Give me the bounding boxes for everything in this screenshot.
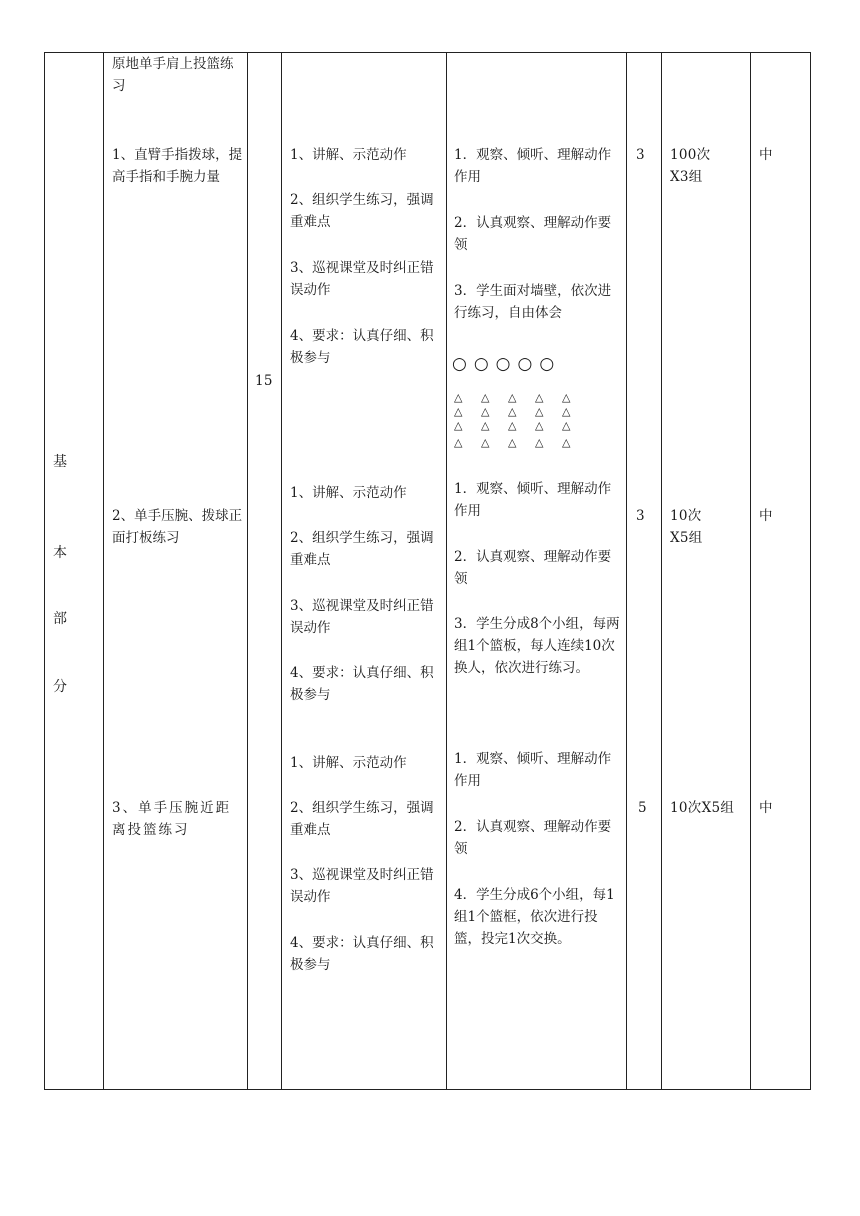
triangle-icon: △	[508, 405, 517, 418]
teacher-step: 4、要求：认真仔细、积极参与	[290, 665, 434, 703]
teacher-step: 1、讲解、示范动作	[290, 485, 407, 501]
teacher-step: 2、组织学生练习，强调重难点	[290, 530, 434, 568]
teacher-step: 4、要求：认真仔细、积极参与	[290, 935, 434, 973]
item-title: 3、单手压腕近距离投篮练习	[112, 800, 232, 838]
table-bottom-border	[44, 1089, 811, 1090]
triangle-icon: △	[562, 405, 571, 418]
col-border	[810, 52, 811, 1090]
col-border	[661, 52, 662, 1090]
sets-value: 3	[636, 508, 645, 524]
triangle-icon: △	[562, 419, 571, 432]
formation-triangles-row	[454, 436, 589, 450]
section-label-char: 分	[53, 679, 67, 695]
student-step: 3．学生面对墙壁，依次进行练习，自由体会	[454, 283, 612, 321]
triangle-icon: △	[481, 419, 490, 432]
sets-value: 3	[636, 147, 645, 163]
student-step: 1．观察、倾听、理解动作作用	[454, 481, 612, 519]
formation-triangles-row	[454, 419, 589, 433]
formation-circles: ○○○○○	[452, 354, 562, 374]
student-step: 1．观察、倾听、理解动作作用	[454, 147, 612, 185]
count-value: 10次	[670, 508, 702, 524]
triangle-icon: △	[535, 419, 544, 432]
triangle-icon: △	[481, 405, 490, 418]
triangle-icon: △	[535, 436, 544, 449]
teacher-step: 4、要求：认真仔细、积极参与	[290, 328, 434, 366]
triangle-icon: △	[454, 405, 463, 418]
triangle-icon: △	[508, 419, 517, 432]
triangle-icon: △	[562, 391, 571, 404]
triangle-icon: △	[481, 436, 490, 449]
student-step: 2．认真观察、理解动作要领	[454, 819, 612, 857]
teacher-step: 1、讲解、示范动作	[290, 147, 407, 163]
formation-triangles-row	[454, 405, 589, 419]
student-step: 2．认真观察、理解动作要领	[454, 215, 612, 253]
count-value: 10次X5组	[670, 800, 735, 816]
item-title: 1、直臂手指拨球，提高手指和手腕力量	[112, 147, 243, 185]
sets-value: 5	[638, 800, 647, 816]
col-border	[247, 52, 248, 1090]
teacher-step: 3、巡视课堂及时纠正错误动作	[290, 867, 434, 905]
section-label-char: 部	[53, 611, 67, 627]
col-border	[281, 52, 282, 1090]
col-border	[750, 52, 751, 1090]
item-title: 2、单手压腕、拨球正面打板练习	[112, 508, 243, 546]
col-border	[103, 52, 104, 1090]
teacher-step: 2、组织学生练习，强调重难点	[290, 800, 434, 838]
col-border	[626, 52, 627, 1090]
count-value: X5组	[670, 530, 703, 546]
section-label-char: 基	[53, 454, 67, 470]
count-value: X3组	[670, 169, 703, 185]
triangle-icon: △	[454, 419, 463, 432]
teacher-step: 3、巡视课堂及时纠正错误动作	[290, 260, 434, 298]
triangle-icon: △	[508, 391, 517, 404]
teacher-step: 1、讲解、示范动作	[290, 755, 407, 771]
intensity-value: 中	[759, 800, 773, 816]
triangle-icon: △	[535, 391, 544, 404]
count-value: 100次	[670, 147, 711, 163]
teacher-step: 3、巡视课堂及时纠正错误动作	[290, 598, 434, 636]
triangle-icon: △	[535, 405, 544, 418]
col-border	[446, 52, 447, 1090]
triangle-icon: △	[481, 391, 490, 404]
intensity-value: 中	[759, 147, 773, 163]
triangle-icon: △	[508, 436, 517, 449]
triangle-icon: △	[454, 436, 463, 449]
teacher-step: 2、组织学生练习，强调重难点	[290, 192, 434, 230]
student-step: 2．认真观察、理解动作要领	[454, 549, 612, 587]
col-border	[44, 52, 45, 1090]
student-step: 1．观察、倾听、理解动作作用	[454, 751, 612, 789]
triangle-icon: △	[562, 436, 571, 449]
time-minutes: 15	[255, 373, 273, 389]
student-step: 3．学生分成8个小组，每两组1个篮板，每人连续10次换人，依次进行练习。	[454, 616, 620, 676]
triangle-icon: △	[454, 391, 463, 404]
intensity-value: 中	[759, 508, 773, 524]
formation-triangles-row	[454, 391, 589, 405]
section-label-char: 本	[53, 545, 67, 561]
student-step: 4．学生分成6个小组，每1组1个篮框，依次进行投篮，投完1次交换。	[454, 887, 615, 947]
top-item: 原地单手肩上投篮练习	[112, 56, 234, 94]
